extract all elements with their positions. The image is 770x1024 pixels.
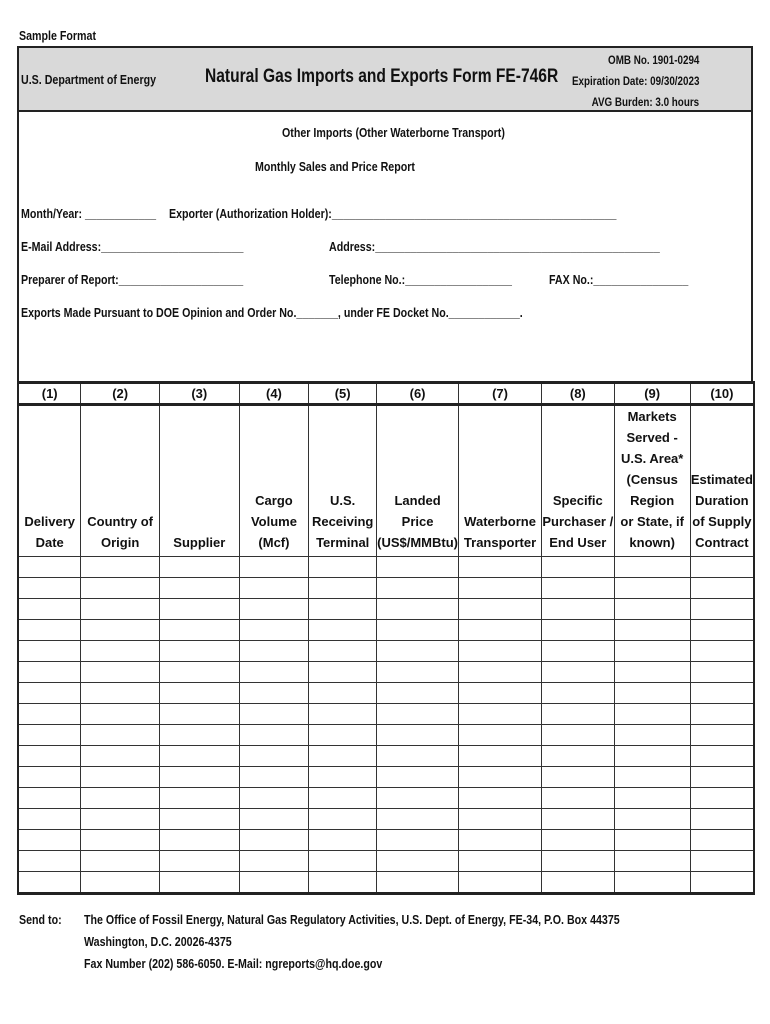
table-row bbox=[18, 620, 754, 641]
column-number-8: (8) bbox=[542, 383, 614, 405]
table-cell[interactable] bbox=[459, 809, 542, 830]
table-cell[interactable] bbox=[690, 557, 754, 578]
email-address-field[interactable]: E-Mail Address:________________________ bbox=[21, 239, 244, 254]
table-cell[interactable] bbox=[81, 641, 160, 662]
table-cell[interactable] bbox=[377, 767, 459, 788]
table-cell[interactable] bbox=[377, 557, 459, 578]
column-header-line: Supplier bbox=[173, 535, 226, 550]
column-header-line: End User bbox=[549, 535, 607, 550]
column-header-line: of Supply bbox=[692, 514, 752, 529]
form-title: Natural Gas Imports and Exports Form FE-746R bbox=[205, 66, 559, 87]
form-header bbox=[17, 46, 753, 112]
table-cell[interactable] bbox=[81, 725, 160, 746]
table-cell[interactable] bbox=[18, 872, 81, 894]
table-cell[interactable] bbox=[459, 746, 542, 767]
table-cell[interactable] bbox=[459, 683, 542, 704]
table-cell[interactable] bbox=[542, 620, 614, 641]
column-number-9: (9) bbox=[614, 383, 690, 405]
table-cell[interactable] bbox=[159, 641, 239, 662]
table-cell[interactable] bbox=[239, 641, 309, 662]
table-cell[interactable] bbox=[690, 578, 754, 599]
table-cell[interactable] bbox=[18, 830, 81, 851]
table-cell[interactable] bbox=[614, 851, 690, 872]
column-number-7: (7) bbox=[459, 383, 542, 405]
column-header-line: (Census Region bbox=[626, 472, 678, 508]
table-cell[interactable] bbox=[459, 641, 542, 662]
table-cell[interactable] bbox=[377, 830, 459, 851]
column-header-line: or State, if bbox=[620, 514, 684, 529]
month-year-field[interactable]: Month/Year: ____________ bbox=[21, 206, 157, 221]
table-cell[interactable] bbox=[309, 725, 377, 746]
table-cell[interactable] bbox=[309, 788, 377, 809]
column-number-6: (6) bbox=[377, 383, 459, 405]
table-cell[interactable] bbox=[377, 872, 459, 894]
column-header-7 bbox=[459, 405, 542, 557]
table-cell[interactable] bbox=[377, 683, 459, 704]
table-cell[interactable] bbox=[614, 620, 690, 641]
table-cell[interactable] bbox=[377, 662, 459, 683]
column-header-3 bbox=[159, 405, 239, 557]
table-cell[interactable] bbox=[309, 872, 377, 894]
table-cell[interactable] bbox=[377, 809, 459, 830]
column-header-1 bbox=[18, 405, 81, 557]
table-cell[interactable] bbox=[690, 746, 754, 767]
table-cell[interactable] bbox=[18, 683, 81, 704]
table-cell[interactable] bbox=[459, 767, 542, 788]
table-cell[interactable] bbox=[614, 599, 690, 620]
table-cell[interactable] bbox=[159, 599, 239, 620]
table-cell[interactable] bbox=[690, 641, 754, 662]
table-cell[interactable] bbox=[542, 830, 614, 851]
column-number-2: (2) bbox=[81, 383, 160, 405]
table-cell[interactable] bbox=[159, 788, 239, 809]
table-row bbox=[18, 767, 754, 788]
send-to-address-line1: The Office of Fossil Energy, Natural Gas Regulatory Activities, U.S. Dept. of Energy, FE-34, P.O. Box 44375 bbox=[84, 912, 620, 927]
table-cell[interactable] bbox=[459, 620, 542, 641]
address-field[interactable]: Address:________________________________________________ bbox=[329, 239, 660, 254]
table-cell[interactable] bbox=[542, 704, 614, 725]
table-cell[interactable] bbox=[18, 746, 81, 767]
table-cell[interactable] bbox=[309, 809, 377, 830]
column-header-2 bbox=[81, 405, 160, 557]
table-cell[interactable] bbox=[542, 872, 614, 894]
table-cell[interactable] bbox=[239, 704, 309, 725]
table-cell[interactable] bbox=[614, 662, 690, 683]
send-to-label: Send to: bbox=[19, 912, 62, 927]
table-cell[interactable] bbox=[239, 809, 309, 830]
omb-number: OMB No. 1901-0294 bbox=[607, 53, 699, 67]
table-cell[interactable] bbox=[159, 830, 239, 851]
table-cell[interactable] bbox=[239, 620, 309, 641]
table-cell[interactable] bbox=[239, 830, 309, 851]
column-header-line: Date bbox=[35, 535, 64, 550]
table-cell[interactable] bbox=[542, 809, 614, 830]
table-cell[interactable] bbox=[159, 578, 239, 599]
table-cell[interactable] bbox=[542, 599, 614, 620]
column-header-line: Terminal bbox=[316, 535, 370, 550]
table-cell[interactable] bbox=[309, 851, 377, 872]
form-body bbox=[17, 112, 753, 382]
column-number-4: (4) bbox=[239, 383, 309, 405]
table-cell[interactable] bbox=[159, 851, 239, 872]
table-cell[interactable] bbox=[81, 599, 160, 620]
preparer-field[interactable]: Preparer of Report:_____________________ bbox=[21, 272, 244, 287]
table-cell[interactable] bbox=[159, 725, 239, 746]
table-row bbox=[18, 725, 754, 746]
table-cell[interactable] bbox=[159, 872, 239, 894]
table-cell[interactable] bbox=[542, 641, 614, 662]
table-cell[interactable] bbox=[239, 662, 309, 683]
sample-format-label: Sample Format bbox=[19, 28, 97, 43]
column-header-line: Estimated bbox=[690, 472, 753, 487]
table-cell[interactable] bbox=[81, 620, 160, 641]
table-cell[interactable] bbox=[18, 557, 81, 578]
send-to-address-line2: Washington, D.C. 20026-4375 bbox=[84, 934, 232, 949]
table-cell[interactable] bbox=[459, 725, 542, 746]
table-cell[interactable] bbox=[239, 851, 309, 872]
column-header-9 bbox=[614, 405, 690, 557]
table-cell[interactable] bbox=[159, 809, 239, 830]
column-header-row bbox=[18, 405, 754, 557]
column-header-line: U.S. Area* bbox=[620, 451, 684, 466]
subtitle-other-imports: Other Imports (Other Waterborne Transport) bbox=[282, 125, 505, 140]
table-row bbox=[18, 851, 754, 872]
table-cell[interactable] bbox=[614, 704, 690, 725]
table-cell[interactable] bbox=[309, 578, 377, 599]
table-cell[interactable] bbox=[614, 809, 690, 830]
column-header-line: U.S. bbox=[330, 493, 356, 508]
table-cell[interactable] bbox=[239, 872, 309, 894]
table-cell[interactable] bbox=[239, 578, 309, 599]
table-cell[interactable] bbox=[459, 578, 542, 599]
table-cell[interactable] bbox=[18, 662, 81, 683]
table-cell[interactable] bbox=[377, 746, 459, 767]
table-cell[interactable] bbox=[309, 704, 377, 725]
column-header-line: Waterborne bbox=[464, 514, 536, 529]
table-cell[interactable] bbox=[159, 704, 239, 725]
table-cell[interactable] bbox=[309, 830, 377, 851]
table-cell[interactable] bbox=[239, 788, 309, 809]
table-cell[interactable] bbox=[690, 767, 754, 788]
column-header-line: Specific bbox=[552, 493, 603, 508]
table-cell[interactable] bbox=[614, 746, 690, 767]
table-cell[interactable] bbox=[18, 851, 81, 872]
table-cell[interactable] bbox=[239, 683, 309, 704]
table-cell[interactable] bbox=[542, 683, 614, 704]
table-cell[interactable] bbox=[18, 578, 81, 599]
table-cell[interactable] bbox=[81, 788, 160, 809]
column-header-line: known) bbox=[629, 535, 675, 550]
table-cell[interactable] bbox=[81, 662, 160, 683]
table-cell[interactable] bbox=[81, 809, 160, 830]
column-header-line: Receiving bbox=[311, 514, 374, 529]
telephone-field[interactable]: Telephone No.:__________________ bbox=[329, 272, 512, 287]
column-header-line: Purchaser / bbox=[542, 514, 614, 529]
table-row bbox=[18, 662, 754, 683]
table-cell[interactable] bbox=[81, 578, 160, 599]
column-header-line: Landed Price bbox=[394, 493, 441, 529]
table-cell[interactable] bbox=[614, 767, 690, 788]
table-cell[interactable] bbox=[459, 851, 542, 872]
table-cell[interactable] bbox=[690, 809, 754, 830]
column-header-5 bbox=[309, 405, 377, 557]
table-cell[interactable] bbox=[690, 620, 754, 641]
table-cell[interactable] bbox=[159, 620, 239, 641]
column-header-line: Duration bbox=[695, 493, 749, 508]
table-cell[interactable] bbox=[81, 746, 160, 767]
table-cell[interactable] bbox=[377, 704, 459, 725]
table-cell[interactable] bbox=[18, 725, 81, 746]
table-cell[interactable] bbox=[377, 851, 459, 872]
table-cell[interactable] bbox=[690, 851, 754, 872]
table-cell[interactable] bbox=[377, 578, 459, 599]
table-cell[interactable] bbox=[377, 725, 459, 746]
column-header-line: Origin bbox=[101, 535, 140, 550]
table-cell[interactable] bbox=[239, 767, 309, 788]
table-cell[interactable] bbox=[459, 788, 542, 809]
table-row bbox=[18, 578, 754, 599]
table-cell[interactable] bbox=[542, 662, 614, 683]
exporter-field[interactable]: Exporter (Authorization Holder):________________________________________________ bbox=[169, 206, 617, 221]
table-cell[interactable] bbox=[377, 620, 459, 641]
column-header-10 bbox=[690, 405, 754, 557]
column-number-10: (10) bbox=[690, 383, 754, 405]
table-cell[interactable] bbox=[614, 872, 690, 894]
table-cell[interactable] bbox=[459, 557, 542, 578]
table-cell[interactable] bbox=[239, 725, 309, 746]
exports-made-field[interactable]: Exports Made Pursuant to DOE Opinion and Order No._______, under FE Docket No.____________. bbox=[21, 305, 523, 320]
table-row bbox=[18, 557, 754, 578]
table-cell[interactable] bbox=[459, 830, 542, 851]
table-cell[interactable] bbox=[690, 725, 754, 746]
table-cell[interactable] bbox=[614, 725, 690, 746]
table-cell[interactable] bbox=[309, 620, 377, 641]
table-cell[interactable] bbox=[159, 683, 239, 704]
table-row bbox=[18, 872, 754, 894]
table-cell[interactable] bbox=[459, 662, 542, 683]
table-cell[interactable] bbox=[159, 746, 239, 767]
table-cell[interactable] bbox=[81, 683, 160, 704]
table-row bbox=[18, 788, 754, 809]
column-number-row bbox=[18, 383, 754, 405]
table-cell[interactable] bbox=[18, 788, 81, 809]
table-row bbox=[18, 683, 754, 704]
table-cell[interactable] bbox=[309, 662, 377, 683]
table-cell[interactable] bbox=[309, 767, 377, 788]
table-cell[interactable] bbox=[159, 767, 239, 788]
table-cell[interactable] bbox=[81, 872, 160, 894]
table-cell[interactable] bbox=[81, 767, 160, 788]
fax-field[interactable]: FAX No.:________________ bbox=[549, 272, 689, 287]
column-header-line: Markets Served - bbox=[626, 409, 678, 445]
cargo-table bbox=[17, 381, 755, 895]
table-cell[interactable] bbox=[377, 599, 459, 620]
table-cell[interactable] bbox=[81, 557, 160, 578]
table-cell[interactable] bbox=[309, 557, 377, 578]
table-row bbox=[18, 830, 754, 851]
table-cell[interactable] bbox=[690, 662, 754, 683]
column-number-3: (3) bbox=[159, 383, 239, 405]
table-cell[interactable] bbox=[81, 830, 160, 851]
table-cell[interactable] bbox=[18, 809, 81, 830]
table-cell[interactable] bbox=[614, 830, 690, 851]
table-cell[interactable] bbox=[542, 578, 614, 599]
column-header-line: (US$/MMBtu) bbox=[377, 535, 459, 550]
column-header-line: Delivery bbox=[24, 514, 75, 529]
column-header-line: Transporter bbox=[463, 535, 537, 550]
expiration-date: Expiration Date: 09/30/2023 bbox=[571, 74, 699, 88]
table-cell[interactable] bbox=[18, 620, 81, 641]
column-header-line: Contract bbox=[695, 535, 749, 550]
table-cell[interactable] bbox=[459, 704, 542, 725]
column-header-line: Cargo Volume bbox=[250, 493, 297, 529]
table-cell[interactable] bbox=[690, 830, 754, 851]
table-cell[interactable] bbox=[542, 746, 614, 767]
table-cell[interactable] bbox=[239, 557, 309, 578]
table-row bbox=[18, 704, 754, 725]
table-cell[interactable] bbox=[18, 704, 81, 725]
table-cell[interactable] bbox=[459, 872, 542, 894]
table-cell[interactable] bbox=[159, 557, 239, 578]
table-cell[interactable] bbox=[614, 788, 690, 809]
column-header-line: Country of bbox=[87, 514, 153, 529]
table-cell[interactable] bbox=[18, 599, 81, 620]
column-header-6 bbox=[377, 405, 459, 557]
column-number-5: (5) bbox=[309, 383, 377, 405]
subtitle-monthly-report: Monthly Sales and Price Report bbox=[255, 159, 415, 174]
column-header-4 bbox=[239, 405, 309, 557]
table-cell[interactable] bbox=[690, 872, 754, 894]
table-cell[interactable] bbox=[309, 599, 377, 620]
table-row bbox=[18, 746, 754, 767]
table-cell[interactable] bbox=[18, 767, 81, 788]
table-cell[interactable] bbox=[377, 788, 459, 809]
column-header-line: (Mcf) bbox=[258, 535, 290, 550]
table-cell[interactable] bbox=[239, 746, 309, 767]
avg-burden: AVG Burden: 3.0 hours bbox=[591, 95, 699, 109]
table-cell[interactable] bbox=[542, 788, 614, 809]
table-cell[interactable] bbox=[309, 683, 377, 704]
table-cell[interactable] bbox=[542, 851, 614, 872]
table-cell[interactable] bbox=[309, 746, 377, 767]
table-cell[interactable] bbox=[81, 851, 160, 872]
table-cell[interactable] bbox=[690, 704, 754, 725]
table-cell[interactable] bbox=[614, 641, 690, 662]
table-cell[interactable] bbox=[459, 599, 542, 620]
table-cell[interactable] bbox=[159, 662, 239, 683]
table-cell[interactable] bbox=[81, 704, 160, 725]
department-name: U.S. Department of Energy bbox=[21, 72, 157, 87]
table-cell[interactable] bbox=[542, 725, 614, 746]
table-cell[interactable] bbox=[614, 557, 690, 578]
table-row bbox=[18, 641, 754, 662]
table-cell[interactable] bbox=[309, 641, 377, 662]
table-row bbox=[18, 809, 754, 830]
table-row bbox=[18, 599, 754, 620]
table-cell[interactable] bbox=[18, 641, 81, 662]
table-cell[interactable] bbox=[690, 599, 754, 620]
send-to-address-line3: Fax Number (202) 586-6050. E-Mail: ngreports@hq.doe.gov bbox=[84, 956, 383, 971]
column-header-8 bbox=[542, 405, 614, 557]
table-cell[interactable] bbox=[614, 683, 690, 704]
table-cell[interactable] bbox=[239, 599, 309, 620]
table-cell[interactable] bbox=[542, 767, 614, 788]
table-cell[interactable] bbox=[542, 557, 614, 578]
table-cell[interactable] bbox=[377, 641, 459, 662]
table-cell[interactable] bbox=[614, 578, 690, 599]
column-number-1: (1) bbox=[18, 383, 81, 405]
table-cell[interactable] bbox=[690, 788, 754, 809]
table-cell[interactable] bbox=[690, 683, 754, 704]
